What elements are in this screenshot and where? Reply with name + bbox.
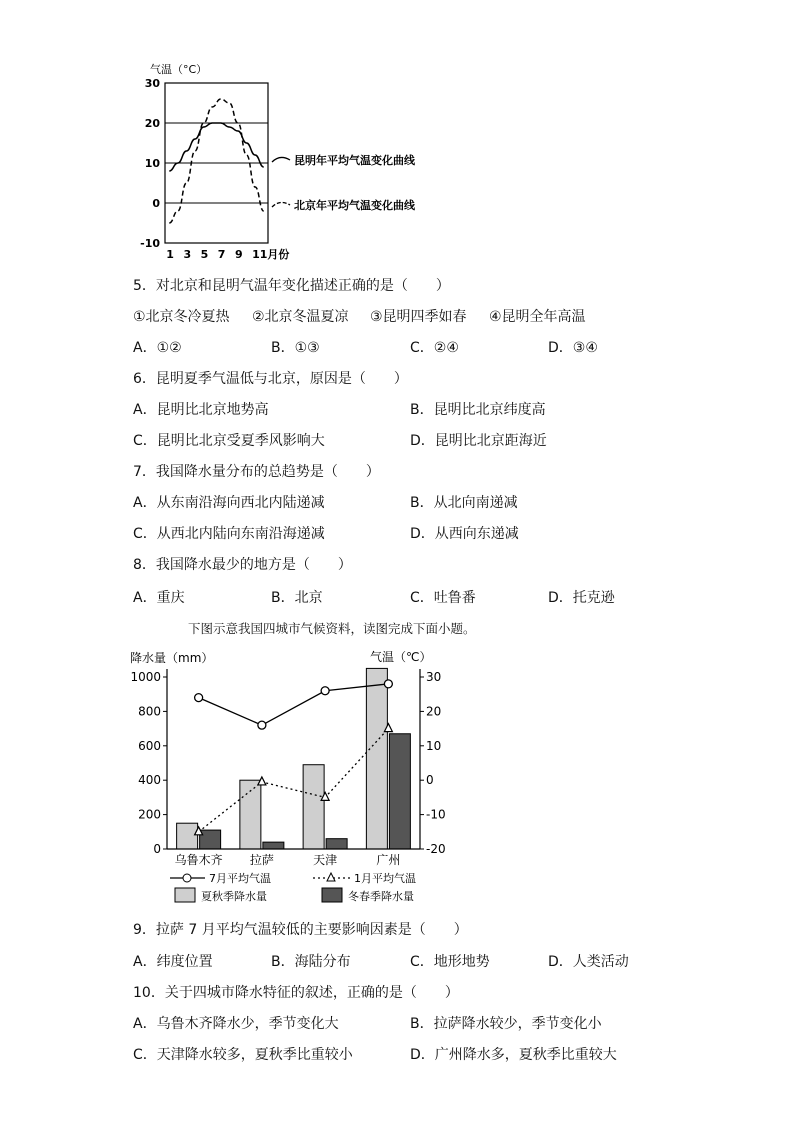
chart2-ylabel-left: 降水量（mm） xyxy=(130,651,214,665)
chart2-legend-swatch-light xyxy=(175,888,195,902)
chart2-legend-label: 7月平均气温 xyxy=(209,872,271,885)
chart2-left-tick-label: 600 xyxy=(138,738,161,753)
q6-option-d[interactable]: D．昆明比北京距海近 xyxy=(410,433,547,449)
chart2-bar xyxy=(200,830,221,849)
chart2-bar xyxy=(303,765,324,849)
question-8: 8．我国降水最少的地方是（ ） xyxy=(133,557,352,573)
chart2-bar xyxy=(389,734,410,849)
chart2-legend-swatch-dark xyxy=(322,888,342,902)
q7-option-a[interactable]: A．从东南沿海向西北内陆递减 xyxy=(133,495,325,511)
chart2-legend-label: 夏秋季降水量 xyxy=(201,890,267,903)
q9-option-d[interactable]: D．人类活动 xyxy=(548,954,629,970)
chart2-legend-triangle xyxy=(327,873,335,881)
chart2-left-tick-label: 400 xyxy=(138,773,161,788)
q8-option-b[interactable]: B．北京 xyxy=(271,590,323,606)
chart2-category-label: 天津 xyxy=(313,853,338,867)
chart1-xtick: 3 xyxy=(183,248,192,261)
q7-option-d[interactable]: D．从西向东递减 xyxy=(410,526,519,542)
q8-option-c[interactable]: C．吐鲁番 xyxy=(410,590,476,606)
city-climate-chart xyxy=(125,644,465,909)
chart1-legend-label: 北京年平均气温变化曲线 xyxy=(294,199,415,212)
q10-option-b[interactable]: B．拉萨降水较少，季节变化小 xyxy=(410,1016,602,1032)
q5-statement-1: ①北京冬冷夏热 xyxy=(133,309,230,325)
chart1-ytick: 20 xyxy=(144,117,160,130)
q5-option-a[interactable]: A．①② xyxy=(133,340,182,356)
chart2-legend-label: 冬春季降水量 xyxy=(348,890,414,903)
chart2-point-circle xyxy=(195,694,203,702)
chart2-legend-circle xyxy=(183,874,191,882)
q8-option-d[interactable]: D．托克逊 xyxy=(548,590,615,606)
chart2-right-tick-label: 20 xyxy=(426,704,442,719)
question-10: 10．关于四城市降水特征的叙述，正确的是（ ） xyxy=(133,985,459,1001)
chart2-line xyxy=(199,684,389,725)
chart2-right-tick-label: -20 xyxy=(426,842,446,856)
q10-option-d[interactable]: D．广州降水多，夏秋季比重较大 xyxy=(410,1047,617,1063)
chart2-category-label: 广州 xyxy=(376,853,401,867)
q5-option-b[interactable]: B．①③ xyxy=(271,340,320,356)
chart2-left-tick-label: 0 xyxy=(153,842,161,856)
chart1-xtick: 7 xyxy=(217,248,226,261)
q7-option-c[interactable]: C．从西北内陆向东南沿海递减 xyxy=(133,526,325,542)
chart2-point-circle xyxy=(258,721,266,729)
q10-option-c[interactable]: C．天津降水较多，夏秋季比重较小 xyxy=(133,1047,353,1063)
chart2-point-circle xyxy=(321,687,329,695)
question-9: 9．拉萨 7 月平均气温较低的主要影响因素是（ ） xyxy=(133,922,468,938)
chart1-ytick: 30 xyxy=(144,77,160,90)
chart1-ylabel: 气温（°C） xyxy=(150,63,208,76)
q6-option-a[interactable]: A．昆明比北京地势高 xyxy=(133,402,269,418)
chart1-legend-line xyxy=(272,202,290,207)
chart2-right-tick-label: 30 xyxy=(426,670,442,684)
chart2-bar xyxy=(177,823,198,849)
q9-option-b[interactable]: B．海陆分布 xyxy=(271,954,351,970)
chart2-bar xyxy=(326,839,347,849)
chart2-left-tick-label: 1000 xyxy=(130,670,161,684)
chart1-xtick: 9 xyxy=(234,248,243,261)
q5-option-d[interactable]: D．③④ xyxy=(548,340,598,356)
chart2-category-label: 乌鲁木齐 xyxy=(174,853,223,867)
chart2-right-tick-label: -10 xyxy=(426,807,446,822)
temperature-curve-chart xyxy=(130,55,450,270)
chart2-right-tick-label: 10 xyxy=(426,738,442,753)
q5-statement-3: ③昆明四季如春 xyxy=(370,309,467,325)
chart1-xtick: 1 xyxy=(166,248,174,261)
question-7: 7．我国降水量分布的总趋势是（ ） xyxy=(133,464,380,480)
q8-option-a[interactable]: A．重庆 xyxy=(133,590,185,606)
chart2-legend-label: 1月平均气温 xyxy=(354,872,416,885)
chart1-xtick: 5 xyxy=(200,248,209,261)
chart2-line xyxy=(199,729,389,832)
chart2-right-tick-label: 0 xyxy=(426,773,434,788)
q9-option-c[interactable]: C．地形地势 xyxy=(410,954,490,970)
chart1-legend-line xyxy=(272,157,290,162)
q5-statement-4: ④昆明全年高温 xyxy=(489,309,586,325)
chart2-intro: 下图示意我国四城市气候资料，读图完成下面小题。 xyxy=(188,621,476,636)
chart2-category-label: 拉萨 xyxy=(249,853,274,867)
chart1-ytick: -10 xyxy=(140,237,160,250)
chart1-xtick: 11月份 xyxy=(252,248,290,261)
chart1-legend-label: 昆明年平均气温变化曲线 xyxy=(294,154,415,167)
chart1-ytick: 10 xyxy=(144,157,160,170)
q6-option-c[interactable]: C．昆明比北京受夏季风影响大 xyxy=(133,433,325,449)
q10-option-a[interactable]: A．乌鲁木齐降水少，季节变化大 xyxy=(133,1016,339,1032)
q5-option-c[interactable]: C．②④ xyxy=(410,340,459,356)
q6-option-b[interactable]: B．昆明比北京纬度高 xyxy=(410,402,546,418)
chart2-ylabel-right: 气温（℃） xyxy=(370,650,432,664)
chart2-left-tick-label: 200 xyxy=(138,807,161,822)
chart1-ytick: 0 xyxy=(152,197,160,210)
question-6: 6．昆明夏季气温低与北京，原因是（ ） xyxy=(133,371,408,387)
q7-option-b[interactable]: B．从北向南递减 xyxy=(410,495,518,511)
chart2-bar xyxy=(263,842,284,849)
chart2-point-circle xyxy=(384,680,392,688)
chart2-bar xyxy=(366,668,387,849)
chart1-series-line xyxy=(169,99,263,223)
question-5: 5．对北京和昆明气温年变化描述正确的是（ ） xyxy=(133,278,450,294)
chart2-left-tick-label: 800 xyxy=(138,704,161,719)
q5-statement-2: ②北京冬温夏凉 xyxy=(252,309,349,325)
q9-option-a[interactable]: A．纬度位置 xyxy=(133,954,213,970)
